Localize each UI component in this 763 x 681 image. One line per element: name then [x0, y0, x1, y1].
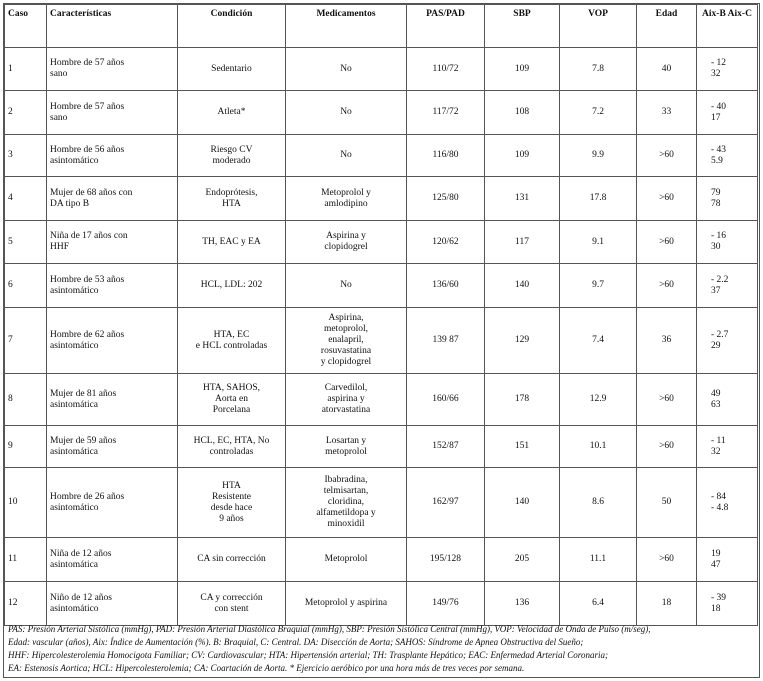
cell-line: DA tipo B	[50, 198, 90, 209]
cell-aix	[697, 308, 758, 374]
cell-edad: 36	[637, 308, 697, 374]
cell-line: cloridina,	[327, 497, 365, 507]
cell-line: 78	[711, 198, 721, 209]
cell-sbp: 109	[485, 135, 560, 177]
cell-caracteristicas	[47, 135, 178, 177]
cell-pas-pad: 152/87	[407, 426, 485, 468]
cell-condicion	[178, 308, 286, 374]
cell-medicamentos	[286, 538, 407, 582]
cell-line: metoprolol	[325, 446, 367, 457]
cell-line: - 4.8	[711, 502, 729, 513]
cell-sbp: 109	[485, 48, 560, 91]
table-row	[5, 91, 758, 135]
header-pas-pad: PAS/PAD	[407, 5, 485, 48]
cell-line: asintomático	[50, 603, 99, 614]
cell-line: - 2.7	[711, 329, 729, 340]
cell-edad: 33	[637, 91, 697, 135]
cell-aix	[697, 177, 758, 221]
cell-line: Carvedilol,	[324, 383, 368, 393]
cell-line: HTA, SAHOS,	[202, 383, 261, 393]
header-sbp: SBP	[485, 5, 560, 48]
cell-vop: 9.7	[560, 264, 637, 308]
cell-line: No	[340, 280, 352, 290]
cell-line: atorvastatina	[321, 405, 371, 415]
cell-pas-pad: 149/76	[407, 582, 485, 626]
cell-condicion	[178, 264, 286, 308]
cell-line: telmisartan,	[323, 486, 369, 496]
cell-caracteristicas	[47, 91, 178, 135]
cell-pas-pad: 117/72	[407, 91, 485, 135]
cell-line: Ibabradina,	[324, 475, 368, 485]
cell-condicion	[178, 538, 286, 582]
header-vop: VOP	[560, 5, 637, 48]
cell-caracteristicas	[47, 48, 178, 91]
cell-line: 32	[711, 69, 721, 79]
cell-medicamentos	[286, 308, 407, 374]
cell-condicion	[178, 48, 286, 91]
header-condicion: Condición	[178, 5, 286, 48]
cell-line: 63	[711, 399, 721, 410]
cell-edad: >60	[637, 221, 697, 264]
cell-line: HCL, LDL: 202	[200, 280, 263, 290]
cell-sbp: 136	[485, 582, 560, 626]
cell-medicamentos	[286, 177, 407, 221]
cell-line: 17	[711, 112, 721, 123]
cell-line: e HCL controladas	[195, 340, 268, 351]
cell-caso: 6	[5, 264, 47, 308]
cell-sbp: 117	[485, 221, 560, 264]
cell-line: HCL, EC, HTA, No	[193, 435, 270, 446]
cell-line: 18	[711, 603, 721, 614]
cell-line: Hombre de 62 años	[50, 329, 125, 340]
cell-line: 79	[711, 187, 721, 198]
cell-line: - 11	[711, 435, 726, 446]
cell-edad: >60	[637, 135, 697, 177]
cell-vop: 11.1	[560, 538, 637, 582]
cell-line: con stent	[214, 603, 249, 614]
cell-line: asintomática	[50, 399, 99, 410]
cell-edad: 40	[637, 48, 697, 91]
cell-line: - 84	[711, 491, 727, 502]
cell-caracteristicas	[47, 468, 178, 538]
cell-line: enalapril,	[328, 335, 364, 345]
cell-caso: 9	[5, 426, 47, 468]
cell-caso: 3	[5, 135, 47, 177]
cell-sbp: 131	[485, 177, 560, 221]
cell-condicion	[178, 91, 286, 135]
cell-line: - 12	[711, 58, 727, 68]
cell-line: 29	[711, 340, 721, 351]
table-row	[5, 135, 758, 177]
cell-vop: 6.4	[560, 582, 637, 626]
cell-pas-pad: 162/97	[407, 468, 485, 538]
cell-medicamentos	[286, 582, 407, 626]
cell-line: TH, EAC y EA	[202, 236, 261, 247]
cell-caracteristicas	[47, 538, 178, 582]
cell-aix	[697, 538, 758, 582]
cell-line: Endoprótesis,	[205, 187, 258, 198]
cell-caso: 4	[5, 177, 47, 221]
table-row	[5, 221, 758, 264]
cell-line: 49	[711, 388, 721, 399]
cell-line: Resistente	[211, 491, 252, 502]
header-caracteristicas: Características	[47, 5, 178, 48]
cell-vop: 8.6	[560, 468, 637, 538]
table-row	[5, 468, 758, 538]
cell-line: rosuvastatina	[320, 346, 372, 356]
cell-vop: 7.2	[560, 91, 637, 135]
cell-caracteristicas	[47, 374, 178, 426]
cell-condicion	[178, 177, 286, 221]
cell-edad: >60	[637, 538, 697, 582]
cell-line: - 16	[711, 231, 727, 241]
cell-line: alfametildopa y	[316, 508, 376, 518]
cell-medicamentos	[286, 468, 407, 538]
cell-line: - 2.2	[711, 274, 729, 285]
cell-line: asintomático	[50, 502, 99, 513]
cell-edad: 50	[637, 468, 697, 538]
cell-caso: 11	[5, 538, 47, 582]
cell-line: Niño de 12 años	[50, 592, 113, 603]
cell-pas-pad: 160/66	[407, 374, 485, 426]
cell-line: Mujer de 68 años con	[50, 187, 133, 198]
cell-line: No	[340, 150, 352, 160]
cell-line: Mujer de 59 años	[50, 435, 117, 446]
cell-line: 47	[711, 559, 721, 570]
footnote-line: Edad: vascular (años), Aix: Índice de Aumentación (%). B: Braquial, C: Central. DA: Disección de Aorta; SAHOS: Síndrome de Apnea Obstructiva del Sueño;	[8, 637, 584, 647]
cell-line: HTA	[222, 198, 241, 209]
header-aix-b: Aix-B	[702, 9, 726, 19]
cell-line: - 43	[711, 144, 727, 155]
cell-sbp: 129	[485, 308, 560, 374]
cell-pas-pad: 110/72	[407, 48, 485, 91]
cell-line: Niña de 12 años	[50, 548, 112, 559]
cell-line: 32	[711, 446, 721, 457]
cell-line: asintomática	[50, 446, 99, 457]
cell-medicamentos	[286, 426, 407, 468]
cell-pas-pad: 139 87	[407, 308, 485, 374]
cell-line: Hombre de 57 años	[50, 101, 125, 112]
cell-aix	[697, 426, 758, 468]
cell-line: 19	[711, 548, 721, 559]
cell-line: moderado	[212, 155, 251, 166]
cell-aix	[697, 468, 758, 538]
cell-line: Aspirina y	[326, 231, 366, 241]
cell-caracteristicas	[47, 582, 178, 626]
cell-line: Porcelana	[212, 405, 251, 415]
header-row	[5, 5, 758, 48]
cell-line: Aspirina,	[328, 313, 364, 323]
cell-medicamentos	[286, 48, 407, 91]
cell-pas-pad: 136/60	[407, 264, 485, 308]
cell-caso: 12	[5, 582, 47, 626]
cell-line: Atleta*	[217, 107, 246, 117]
cell-pas-pad: 116/80	[407, 135, 485, 177]
cell-edad: 18	[637, 582, 697, 626]
cell-line: HTA	[222, 480, 241, 491]
table-body	[5, 48, 758, 626]
cell-line: Hombre de 56 años	[50, 144, 125, 155]
results-table	[4, 4, 758, 626]
cell-caso: 2	[5, 91, 47, 135]
cell-caracteristicas	[47, 308, 178, 374]
cell-vop: 17.8	[560, 177, 637, 221]
header-aix	[697, 5, 758, 48]
cell-caso: 1	[5, 48, 47, 91]
cell-line: No	[340, 107, 352, 117]
header-caso: Caso	[5, 5, 47, 48]
cell-line: CA y corrección	[200, 592, 263, 603]
cell-line: amlodipino	[324, 198, 368, 209]
header-medicamentos: Medicamentos	[286, 5, 407, 48]
cell-line: HTA, EC	[213, 329, 250, 340]
cell-vop: 7.8	[560, 48, 637, 91]
table-row	[5, 264, 758, 308]
cell-caso: 5	[5, 221, 47, 264]
cell-line: Aorta en	[215, 394, 248, 404]
cell-condicion	[178, 426, 286, 468]
cell-caso: 8	[5, 374, 47, 426]
cell-edad: >60	[637, 264, 697, 308]
cell-medicamentos	[286, 264, 407, 308]
cell-sbp: 140	[485, 264, 560, 308]
table-row	[5, 538, 758, 582]
cell-line: 37	[711, 285, 721, 296]
cell-condicion	[178, 135, 286, 177]
cell-aix	[697, 48, 758, 91]
cell-line: controladas	[209, 446, 254, 457]
cell-condicion	[178, 374, 286, 426]
cell-aix	[697, 374, 758, 426]
header-edad: Edad	[637, 5, 697, 48]
footnote-line: PAS: Presión Arterial Sistólica (mmHg), PAD: Presión Arterial Diastólica Braquial (mmHg), SBP: Presión Sistólica Central (mmHg), VOP: Velocidad de Onda de Pulso (m/seg),	[8, 624, 651, 634]
cell-sbp: 151	[485, 426, 560, 468]
cell-line: 9 años	[219, 513, 244, 524]
cell-line: Metoprolol y	[321, 187, 371, 198]
footnote-line: HHF: Hipercolesterolemia Homocigota Familiar; CV: Cardiovascular; HTA: Hipertensión arterial; TH: Trasplante Hepático; EAC: Enfermedad Arterial Coronaria;	[8, 650, 608, 660]
table-row	[5, 582, 758, 626]
cell-vop: 12.9	[560, 374, 637, 426]
cell-edad: >60	[637, 177, 697, 221]
cell-condicion	[178, 582, 286, 626]
cell-line: Hombre de 57 años	[50, 58, 125, 68]
header-aix-c: Aix-C	[727, 9, 752, 19]
cell-edad: >60	[637, 426, 697, 468]
table-row	[5, 374, 758, 426]
cell-pas-pad: 195/128	[407, 538, 485, 582]
cell-line: asintomático	[50, 285, 99, 296]
table-row	[5, 48, 758, 91]
cell-pas-pad: 120/62	[407, 221, 485, 264]
cell-line: Hombre de 53 años	[50, 274, 125, 285]
cell-line: clopidogrel	[324, 242, 368, 252]
cell-medicamentos	[286, 221, 407, 264]
cell-vop: 9.1	[560, 221, 637, 264]
cell-medicamentos	[286, 91, 407, 135]
cell-aix	[697, 582, 758, 626]
cell-condicion	[178, 468, 286, 538]
cell-sbp: 108	[485, 91, 560, 135]
cell-aix	[697, 91, 758, 135]
cell-line: sano	[50, 112, 68, 123]
cell-line: No	[340, 63, 352, 74]
cell-caracteristicas	[47, 177, 178, 221]
cell-line: aspirina y	[327, 394, 365, 404]
cell-aix	[697, 264, 758, 308]
table-row	[5, 308, 758, 374]
cell-aix	[697, 135, 758, 177]
cell-line: - 40	[711, 101, 727, 112]
cell-line: minoxidil	[327, 519, 365, 529]
cell-line: Riesgo CV	[210, 144, 253, 155]
cell-edad: >60	[637, 374, 697, 426]
cell-line: Metoprolol	[324, 554, 368, 564]
cell-line: 5.9	[711, 155, 723, 166]
footnote	[8, 623, 753, 675]
footnote-line: EA: Estenosis Aortica; HCL: Hipercolesterolemia; CA: Coartación de Aorta. * Ejercicio aeróbico por una hora más de tres veces por semana.	[8, 663, 525, 673]
cell-line: Hombre de 26 años	[50, 491, 125, 502]
cell-caracteristicas	[47, 264, 178, 308]
cell-aix	[697, 221, 758, 264]
cell-line: - 39	[711, 592, 727, 603]
cell-line: Metoprolol y aspirina	[304, 598, 388, 608]
cell-caso: 7	[5, 308, 47, 374]
cell-caso: 10	[5, 468, 47, 538]
cell-line: asintomático	[50, 155, 99, 166]
cell-vop: 10.1	[560, 426, 637, 468]
table-row	[5, 177, 758, 221]
cell-vop: 9.9	[560, 135, 637, 177]
cell-caracteristicas	[47, 426, 178, 468]
cell-line: CA sin corrección	[197, 554, 266, 564]
cell-medicamentos	[286, 135, 407, 177]
cell-medicamentos	[286, 374, 407, 426]
cell-line: asintomático	[50, 340, 99, 351]
cell-sbp: 205	[485, 538, 560, 582]
table-row	[5, 426, 758, 468]
cell-line: asintomática	[50, 559, 99, 570]
cell-caracteristicas	[47, 221, 178, 264]
cell-line: HHF	[50, 242, 70, 252]
cell-line: y clopidogrel	[320, 357, 372, 367]
cell-vop: 7.4	[560, 308, 637, 374]
cell-line: Losartan y	[325, 435, 367, 446]
cell-condicion	[178, 221, 286, 264]
cell-line: 30	[711, 242, 721, 252]
cell-pas-pad: 125/80	[407, 177, 485, 221]
cell-line: Mujer de 81 años	[50, 388, 117, 399]
cell-sbp: 140	[485, 468, 560, 538]
cell-line: sano	[50, 69, 68, 79]
cell-line: desde hace	[210, 502, 253, 513]
cell-line: Niña de 17 años con	[50, 231, 128, 241]
cell-line: metoprolol,	[323, 324, 369, 334]
cell-sbp: 178	[485, 374, 560, 426]
cell-line: Sedentario	[211, 63, 252, 74]
